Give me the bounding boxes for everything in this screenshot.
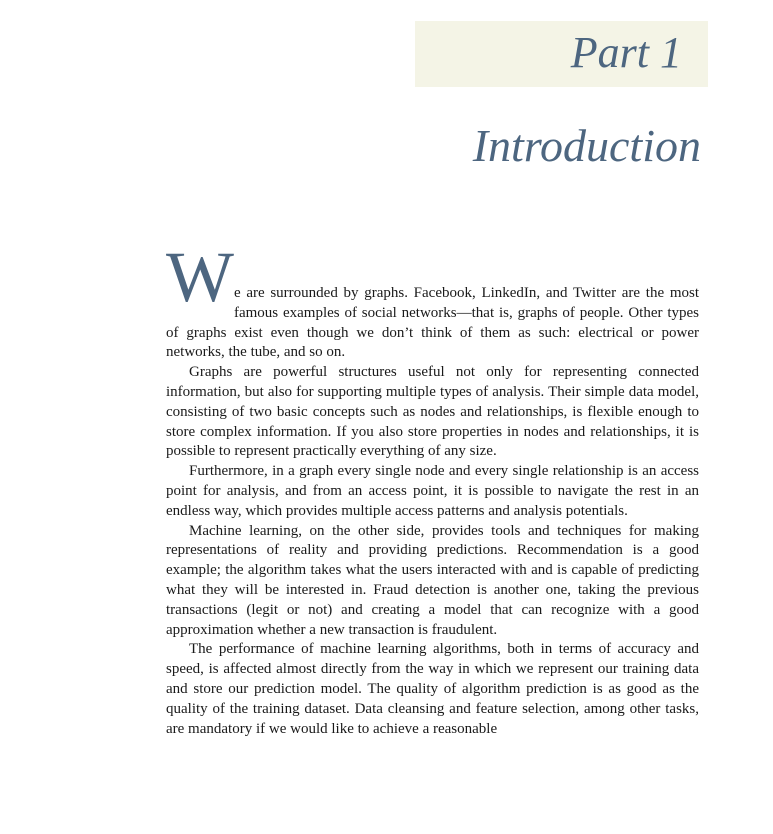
paragraph-2: Graphs are powerful structures useful not only for representing connected information, but also for supporting multiple types of analysis. Their simple data model, consisting of two basic concepts such as nodes and relationships, is flexible enough to store complex information. If you also store properties in nodes and relationships, it is possible to represent practically everything of any size.	[166, 364, 699, 460]
chapter-title: Introduction	[472, 120, 701, 171]
paragraph-4: Machine learning, on the other side, provides tools and techniques for making representations of reality and providing predictions. Recommendation is a good example; the algorithm takes what the users interacted with and is capable of predicting what they will be interested in. Fraud detection is another one, taking the previous transactions (legit or not) and creating a model that can recognize with a good approximation whether a new transaction is fraudulent.	[166, 522, 699, 638]
chapter-body	[166, 237, 699, 739]
paragraph-1-text: e are surrounded by graphs. Facebook, LinkedIn, and Twitter are the most famous examples of social networks—that is, graphs of people. Other types of graphs exist even though we don’t think of them as such: electrical or power networks, the tube, and so on.	[166, 285, 699, 361]
paragraph-1	[166, 237, 699, 363]
part-banner	[415, 21, 708, 87]
paragraph-3: Furthermore, in a graph every single node and every single relationship is an access point for analysis, and from an access point, it is possible to navigate the rest in an endless way, which provides multiple access patterns and analysis potentials.	[166, 463, 699, 519]
drop-cap: W	[166, 237, 234, 317]
paragraph-5: The performance of machine learning algorithms, both in terms of accuracy and speed, is affected almost directly from the way in which we represent our training data and store our prediction model. The quality of algorithm prediction is as good as the quality of the training dataset. Data cleansing and feature selection, among other tasks, are mandatory if we would like to achieve a reasonable	[166, 641, 699, 737]
part-label: Part 1	[570, 28, 682, 77]
drop-cap-spacer	[166, 245, 699, 284]
